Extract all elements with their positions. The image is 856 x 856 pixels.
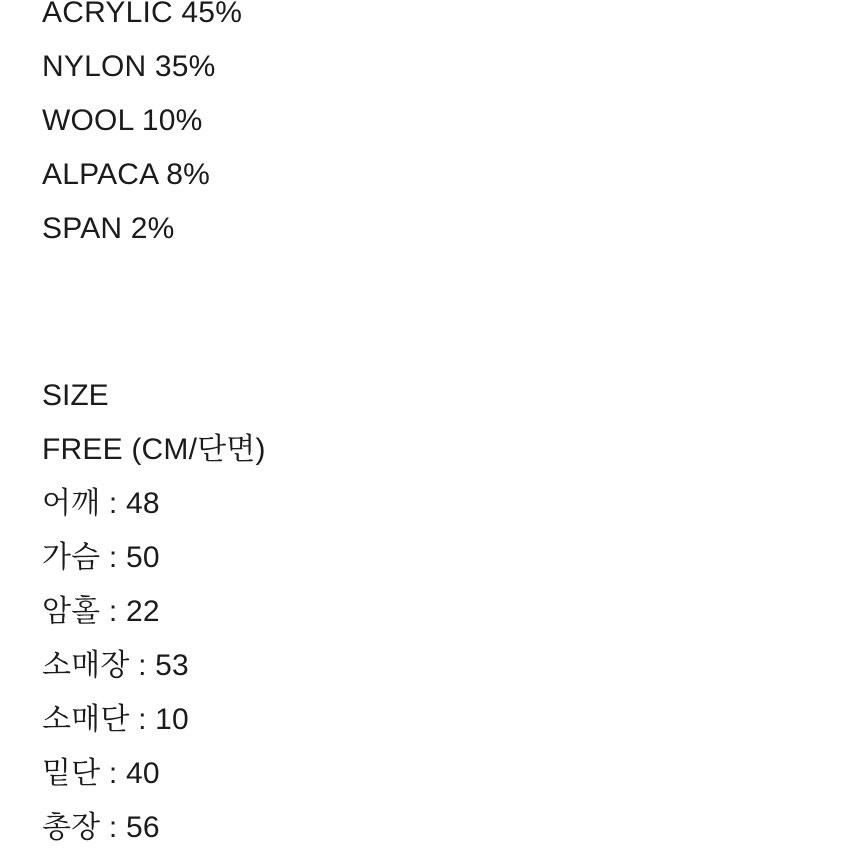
- composition-line: NYLON 35%: [42, 50, 216, 83]
- measurement-line: 총장 : 56: [42, 811, 160, 844]
- size-block: [42, 369, 266, 855]
- composition-line: ALPACA 8%: [42, 158, 211, 191]
- composition-block: [42, 0, 242, 256]
- measurement-line: 가슴 : 50: [42, 541, 160, 574]
- measurement-line: 암홀 : 22: [42, 595, 160, 628]
- measurement-line: 어깨 : 48: [42, 487, 160, 520]
- measurement-line: 소매장 : 53: [42, 649, 189, 682]
- composition-line: SPAN 2%: [42, 212, 175, 245]
- composition-line: ACRYLIC 45%: [42, 0, 243, 29]
- size-unit-line: FREE (CM/단면): [42, 433, 266, 466]
- measurement-line: 소매단 : 10: [42, 703, 189, 736]
- composition-line: WOOL 10%: [42, 104, 203, 137]
- size-heading: SIZE: [42, 379, 109, 412]
- measurement-line: 밑단 : 40: [42, 757, 160, 790]
